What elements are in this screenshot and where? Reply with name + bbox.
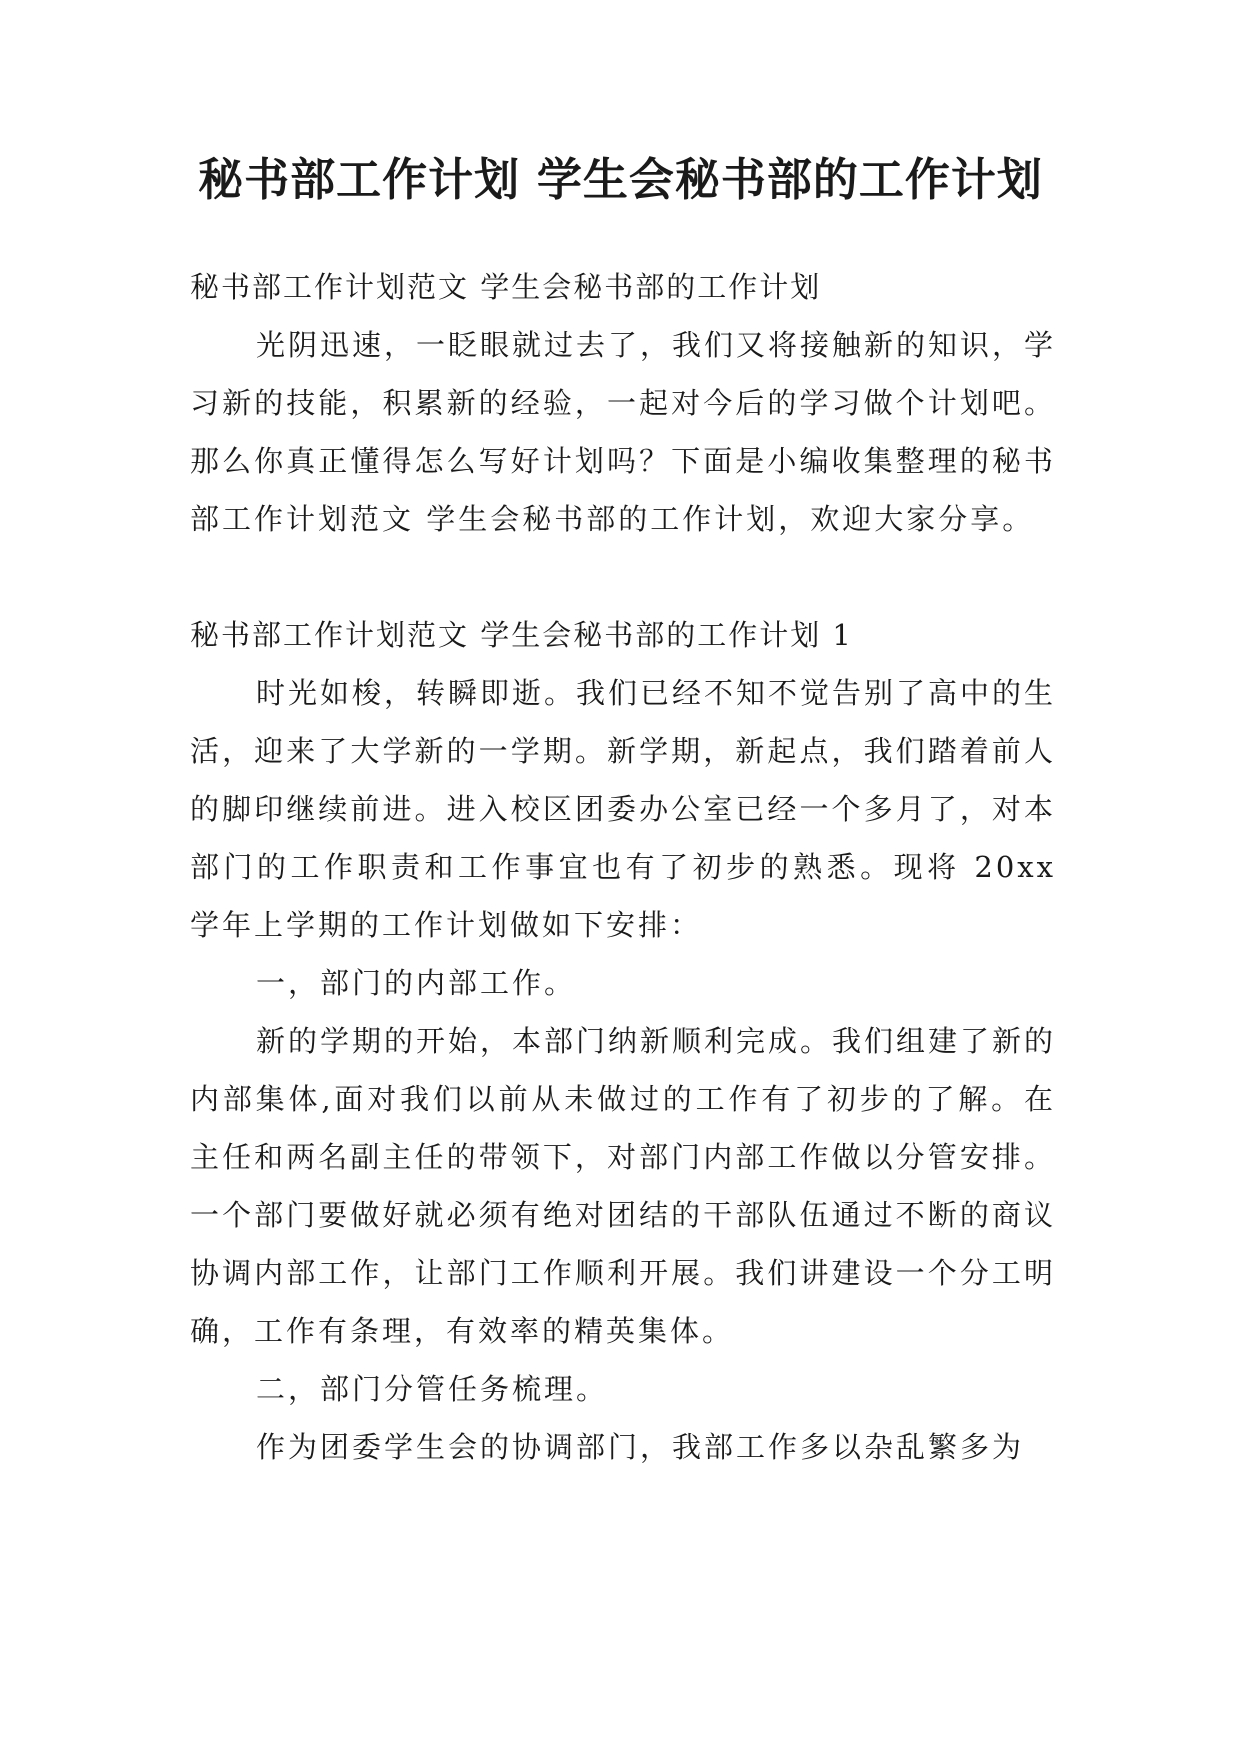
list-heading-1: 一，部门的内部工作。 <box>256 966 577 1000</box>
body-paragraph: 时光如梭，转瞬即逝。我们已经不知不觉告别了高中的生活，迎来了大学新的一学期。新学期，新起点，我们踏着前人的脚印继续前进。进入校区团委办公室已经一个多月了，对本部门的工作职责和工作事宜也有了初步的熟悉。现将 20xx 学年上学期的工作计划做如下安排： <box>190 676 1057 942</box>
document-title: 秘书部工作计划 学生会秘书部的工作计划 <box>198 153 1043 206</box>
document-body <box>190 258 1056 1476</box>
body-paragraph: 作为团委学生会的协调部门，我部工作多以杂乱繁多为 <box>256 1430 1025 1464</box>
body-paragraph: 新的学期的开始，本部门纳新顺利完成。我们组建了新的内部集体,面对我们以前从未做过的工作有了初步的了解。在主任和两名副主任的带领下，对部门内部工作做以分管安排。一个部门要做好就必须有绝对团结的干部队伍通过不断的商议协调内部工作，让部门工作顺利开展。我们讲建设一个分工明确，工作有条理，有效率的精英集体。 <box>190 1024 1057 1348</box>
list-heading-2: 二，部门分管任务梳理。 <box>256 1372 609 1406</box>
section-spacer <box>190 548 1056 606</box>
intro-heading: 秘书部工作计划范文 学生会秘书部的工作计划 <box>190 270 822 304</box>
intro-paragraph: 光阴迅速，一眨眼就过去了，我们又将接触新的知识，学习新的技能，积累新的经验，一起对今后的学习做个计划吧。那么你真正懂得怎么写好计划吗？下面是小编收集整理的秘书部工作计划范文 学生会秘书部的工作计划，欢迎大家分享。 <box>190 328 1057 536</box>
section-heading: 秘书部工作计划范文 学生会秘书部的工作计划 1 <box>190 618 853 652</box>
